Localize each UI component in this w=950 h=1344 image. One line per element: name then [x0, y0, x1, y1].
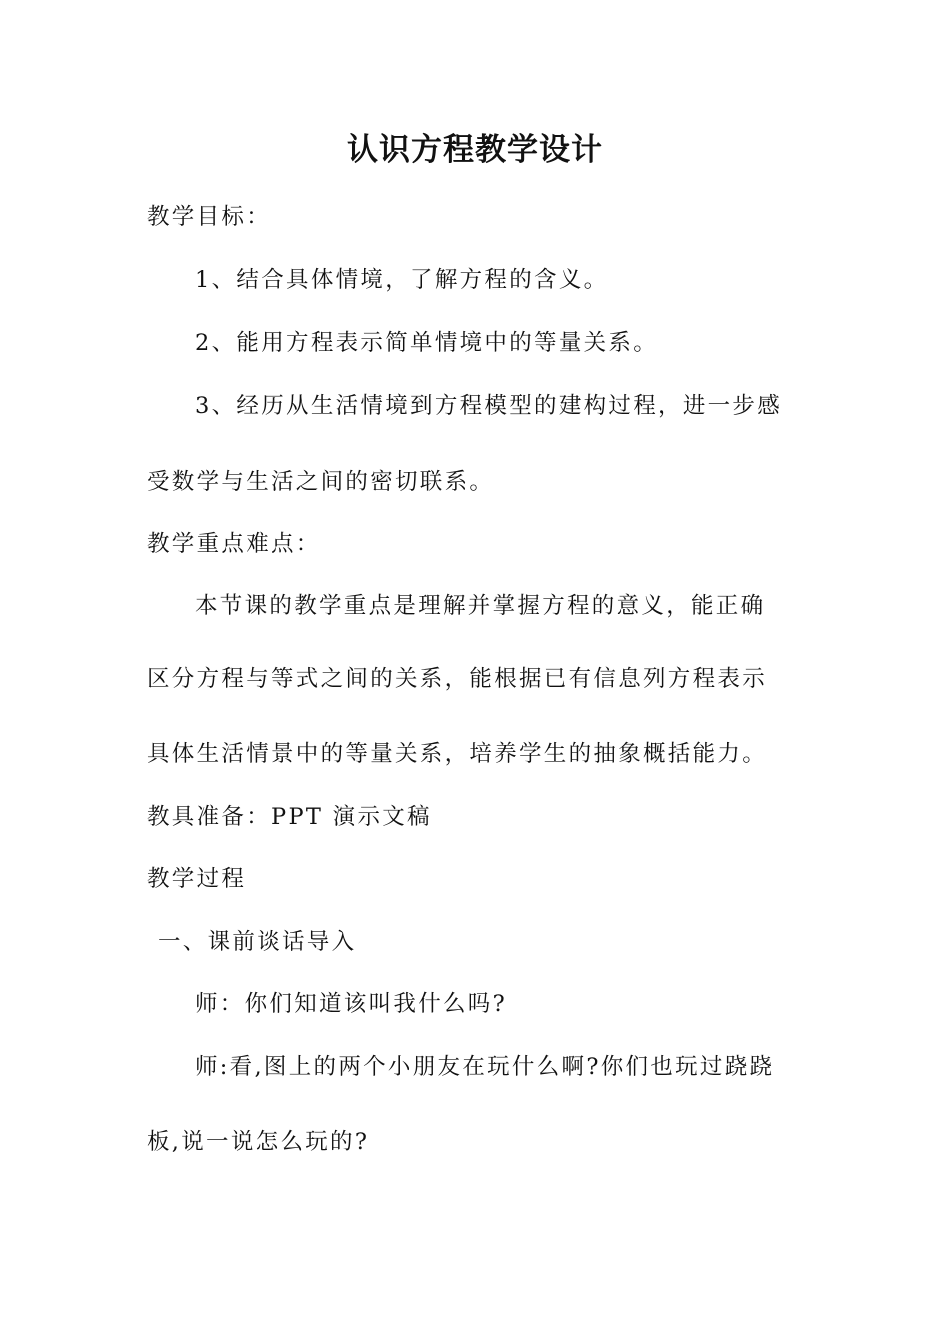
key-points-paragraph-line-2: 区分方程与等式之间的关系，能根据已有信息列方程表示	[147, 666, 768, 692]
teaching-aids: 教具准备：PPT 演示文稿	[147, 804, 432, 830]
dialogue-line-2: 师:看,图上的两个小朋友在玩什么啊?你们也玩过跷跷	[195, 1054, 775, 1080]
objective-item-2: 2、能用方程表示简单情境中的等量关系。	[195, 330, 659, 356]
dialogue-line-1: 师：你们知道该叫我什么吗?	[195, 991, 507, 1017]
section-heading-objectives: 教学目标：	[147, 204, 272, 230]
objective-item-3-continued: 受数学与生活之间的密切联系。	[147, 469, 495, 495]
key-points-paragraph-line-3: 具体生活情景中的等量关系，培养学生的抽象概括能力。	[147, 741, 768, 767]
objective-item-3: 3、经历从生活情境到方程模型的建构过程，进一步感	[195, 393, 783, 419]
section-heading-process: 教学过程	[147, 866, 247, 892]
objective-item-1: 1、结合具体情境，了解方程的含义。	[195, 267, 609, 293]
key-points-paragraph-line-1: 本节课的教学重点是理解并掌握方程的意义，能正确	[195, 593, 766, 619]
section-heading-key-points: 教学重点难点：	[147, 531, 321, 557]
dialogue-line-2-continued: 板,说一说怎么玩的?	[147, 1129, 370, 1155]
document-title: 认识方程教学设计	[347, 132, 603, 168]
process-step-1-heading: 一、课前谈话导入	[158, 929, 357, 955]
